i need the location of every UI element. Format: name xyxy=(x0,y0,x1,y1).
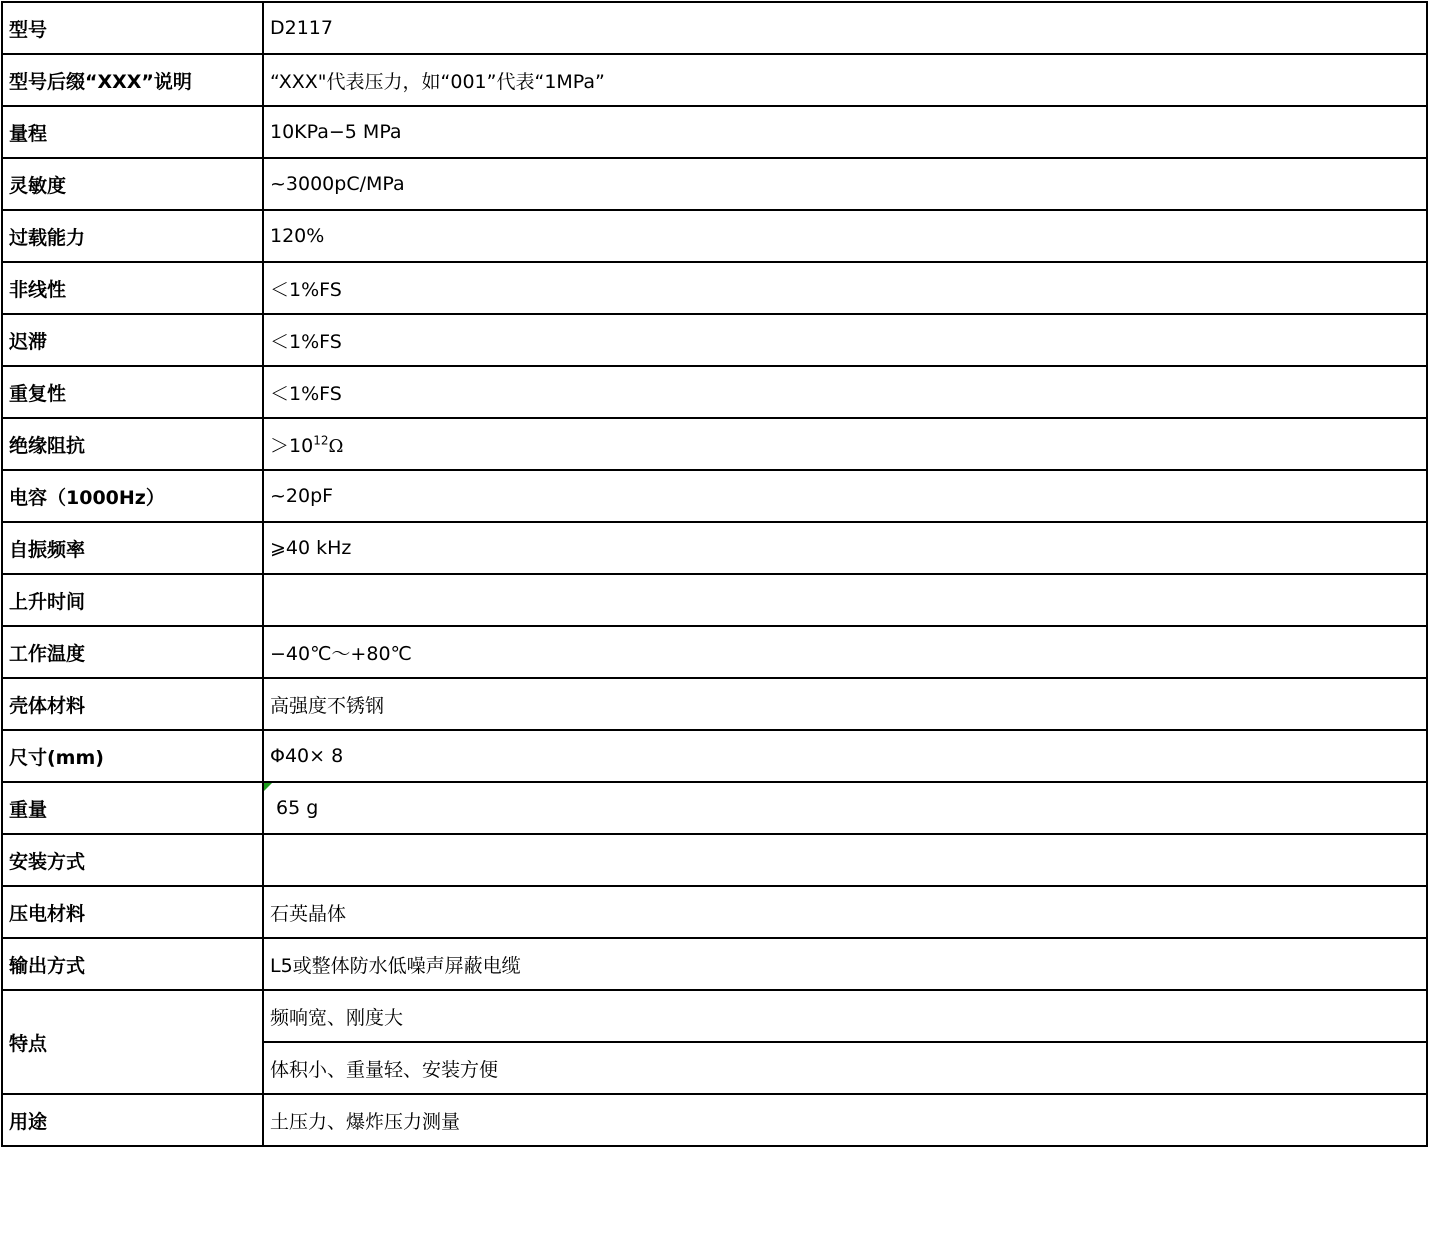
row-label: 特点 xyxy=(2,990,263,1094)
insulation-exponent: 12 xyxy=(313,433,329,448)
row-value: L5或整体防水低噪声屏蔽电缆 xyxy=(263,938,1427,990)
row-label: 工作温度 xyxy=(2,626,263,678)
row-value: “XXX"代表压力，如“001”代表“1MPa” xyxy=(263,54,1427,106)
table-row xyxy=(2,470,1427,522)
row-value: 高强度不锈钢 xyxy=(263,678,1427,730)
table-row xyxy=(2,730,1427,782)
row-value xyxy=(263,574,1427,626)
row-label: 电容（1000Hz） xyxy=(2,470,263,522)
table-row xyxy=(2,262,1427,314)
table-row xyxy=(2,2,1427,54)
table-row xyxy=(2,990,1427,1042)
row-value: 体积小、重量轻、安装方便 xyxy=(263,1042,1427,1094)
row-value: 120% xyxy=(263,210,1427,262)
row-label: 输出方式 xyxy=(2,938,263,990)
weight-value: 65 g xyxy=(276,797,319,819)
table-row xyxy=(2,418,1427,470)
spec-table xyxy=(1,1,1428,1147)
row-value: −40℃～+80℃ xyxy=(263,626,1427,678)
table-row xyxy=(2,834,1427,886)
row-label: 用途 xyxy=(2,1094,263,1146)
row-value: ＜1%FS xyxy=(263,314,1427,366)
row-value: 石英晶体 xyxy=(263,886,1427,938)
row-label: 重复性 xyxy=(2,366,263,418)
row-value: D2117 xyxy=(263,2,1427,54)
row-value: ＜1%FS xyxy=(263,366,1427,418)
row-value xyxy=(263,782,1427,834)
table-row xyxy=(2,938,1427,990)
row-value: 频响宽、刚度大 xyxy=(263,990,1427,1042)
table-row xyxy=(2,626,1427,678)
table-row xyxy=(2,106,1427,158)
row-value: 土压力、爆炸压力测量 xyxy=(263,1094,1427,1146)
table-row xyxy=(2,886,1427,938)
row-label: 重量 xyxy=(2,782,263,834)
row-label: 量程 xyxy=(2,106,263,158)
row-value: 10KPa−5 MPa xyxy=(263,106,1427,158)
row-value: ~20pF xyxy=(263,470,1427,522)
row-label: 非线性 xyxy=(2,262,263,314)
table-row xyxy=(2,782,1427,834)
row-value: Φ40× 8 xyxy=(263,730,1427,782)
comment-marker[interactable] xyxy=(264,783,272,791)
table-row xyxy=(2,574,1427,626)
row-label: 安装方式 xyxy=(2,834,263,886)
row-label: 型号 xyxy=(2,2,263,54)
ohm-symbol: Ω xyxy=(328,435,344,457)
row-label: 壳体材料 xyxy=(2,678,263,730)
table-row xyxy=(2,678,1427,730)
table-row xyxy=(2,210,1427,262)
row-value: ⩾40 kHz xyxy=(263,522,1427,574)
table-row xyxy=(2,54,1427,106)
table-row xyxy=(2,522,1427,574)
table-row xyxy=(2,158,1427,210)
table-row xyxy=(2,314,1427,366)
table-row xyxy=(2,1094,1427,1146)
row-label: 灵敏度 xyxy=(2,158,263,210)
row-value xyxy=(263,418,1427,470)
row-label: 型号后缀“XXX”说明 xyxy=(2,54,263,106)
table-row xyxy=(2,366,1427,418)
row-label: 绝缘阻抗 xyxy=(2,418,263,470)
insulation-prefix: ＞10 xyxy=(270,434,314,457)
row-value: ＜1%FS xyxy=(263,262,1427,314)
row-label: 自振频率 xyxy=(2,522,263,574)
row-label: 尺寸(mm) xyxy=(2,730,263,782)
row-label: 压电材料 xyxy=(2,886,263,938)
row-label: 过载能力 xyxy=(2,210,263,262)
row-label: 迟滞 xyxy=(2,314,263,366)
row-value xyxy=(263,834,1427,886)
row-value: ~3000pC/MPa xyxy=(263,158,1427,210)
row-label: 上升时间 xyxy=(2,574,263,626)
